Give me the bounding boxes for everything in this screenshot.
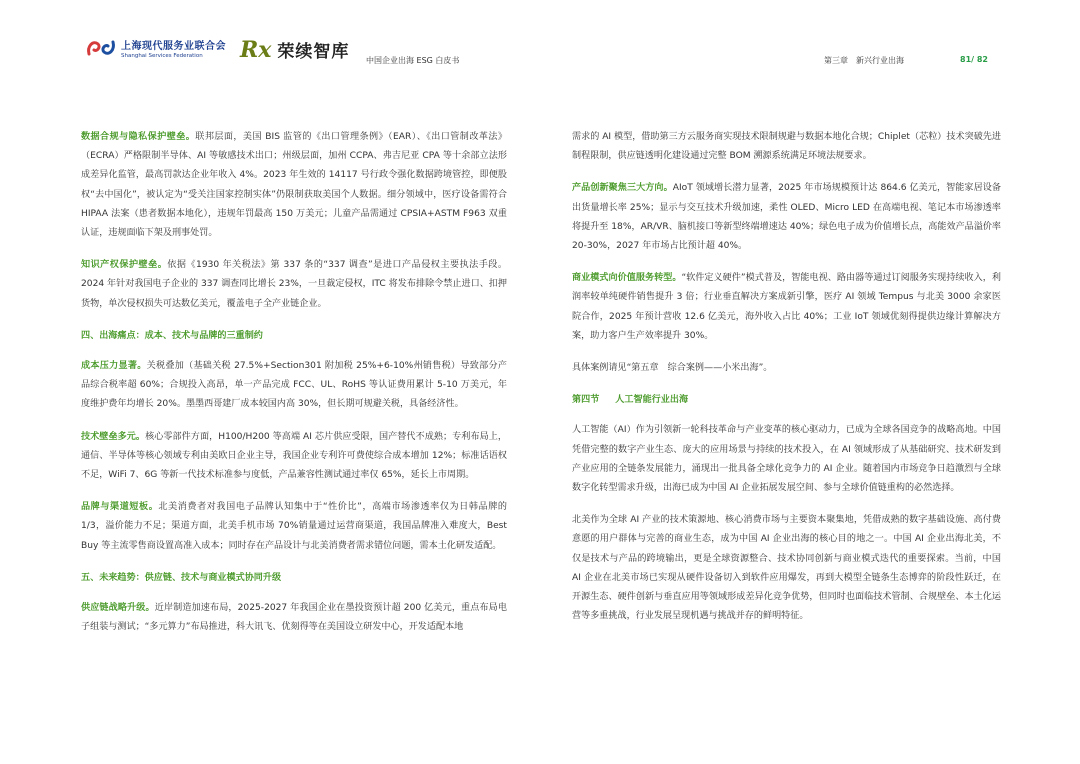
org-name-cn: 上海现代服务业联合会: [121, 41, 226, 52]
paragraph: [572, 511, 1001, 626]
section-name: 人工智能行业出海: [615, 395, 689, 406]
paragraph: [572, 269, 1001, 346]
paragraph: [572, 128, 1001, 166]
paragraph: [81, 357, 507, 415]
paragraph-lead: 知识产权保护壁垒。: [81, 260, 168, 271]
page-header: [0, 0, 1080, 90]
paragraph-body: 人工智能（AI）作为引领新一轮科技革命与产业变革的核心驱动力，已成为全球各国竞争的战略高地。中国凭借完整的数字产业生态、庞大的应用场景与持续的技术投入，在 AI 领域形成了从基础研究、技术研发到产业应用的全链条发展能力，涌现出一批具备全球化竞争力的 AI 企业。随着国内市场竞争日趋激烈与全球数字化转型需求升级，出海已成为中国 AI 企业拓展发展空间、参与全球价值链重构的必然选择。: [572, 425, 1001, 494]
paragraph: [572, 421, 1001, 498]
paragraph-body: 近岸制造加速布局，2025-2027 年我国企业在墨投资预计超 200 亿美元，重点布局电子组装与测试；“多元算力”布局推进，科大讯飞、优刻得等在美国设立研发中心，开发适配本地: [81, 603, 507, 633]
section-number: 第四节: [572, 395, 600, 406]
right-column: [572, 128, 1001, 639]
paragraph-lead: 技术壁垒多元。: [81, 431, 146, 442]
left-column: [81, 128, 507, 650]
paragraph-body: 依据《1930 年关税法》第 337 条的“337 调查”是进口产品侵权主要执法手段。2024 年针对我国电子企业的 337 调查同比增长 23%，一旦裁定侵权，ITC 将发布排除令禁止进口、扣押货物，单次侵权损失可达数亿美元，覆盖电子全产业链企业。: [81, 260, 507, 309]
paragraph: [81, 256, 507, 314]
paragraph-body: 北美消费者对我国电子品牌认知集中于“性价比”，高端市场渗透率仅为日韩品牌的 1/3，溢价能力不足；渠道方面，北美手机市场 70%销量通过运营商渠道，我国品牌准入难度大，Best Buy 等主流零售商设置高准入成本；同时存在产品设计与北美消费者需求错位问题，需本土化研发适配。: [81, 502, 507, 551]
section-heading: 四、出海痛点：成本、技术与品牌的三重制约: [81, 330, 263, 341]
chapter-title: 第三章 新兴行业出海: [824, 56, 904, 65]
paragraph-body: AIoT 领域增长潜力显著，2025 年市场规模预计达 864.6 亿美元，智能家居设备出货量增长率 25%；显示与交互技术升级加速，柔性 OLED、Micro LED 在高端电视、笔记本市场渗透率将提升至 18%，AR/VR、脑机接口等新型终端增速达 40%；绿色电子成为价值增长点，高能效产品溢价率 20-30%，2027 年市场占比预计超 40%。: [572, 183, 1002, 252]
paragraph-body: 关税叠加（基础关税 27.5%+Section301 附加税 25%+6-10%州销售税）导致部分产品综合税率超 60%；合规投入高昂，单一产品完成 FCC、UL、RoHS 等认证费用累计 5-10 万美元，年度维护费年均增长 20%。墨墨西哥建厂成本较国内高 30%，但长期可规避关税，具备经济性。: [81, 361, 507, 410]
paragraph: [81, 498, 507, 556]
paragraph-lead: 商业模式向价值服务转型。: [572, 273, 682, 284]
page-number: 81/ 82: [960, 55, 988, 64]
paragraph-body: 核心零部件方面，H100/H200 等高端 AI 芯片供应受限，国产替代不成熟；专利布局上，通信、半导体等核心领域专利由美欧日企业主导，我国企业专利许可费使综合成本增加 12%；标准话语权不足，WiFi 7、6G 等新一代技术标准参与度低，产品兼容性测试通过率仅 65%，延长上市周期。: [81, 431, 507, 481]
section-heading: 五、未来趋势：供应链、技术与商业模式协同升级: [81, 572, 282, 583]
paragraph-lead: 供应链战略升级。: [81, 603, 155, 614]
paragraph-body: 北美作为全球 AI 产业的技术策源地、核心消费市场与主要资本聚集地，凭借成熟的数字基础设施、高付费意愿的用户群体与完善的商业生态，成为中国 AI 企业出海的核心目的地之一。中国 AI 企业出海北美，不仅是技术与产品的跨境输出，更是全球资源整合、技术协同创新与商业模式迭代的重要探索。当前，中国 AI 企业在北美市场已实现从硬件设备切入到软件应用爆发，再到大模型全链条生态博弈的阶段性跃迁，在开源生态、硬件创新与垂直应用等领域形成差异化竞争优势，但同时也面临技术管制、合规壁垒、本土化运营等多重挑战，行业发展呈现机遇与挑战并存的鲜明特征。: [572, 515, 1001, 622]
paragraph-body: 需求的 AI 模型，借助第三方云服务商实现技术限制规避与数据本地化合规；Chiplet（芯粒）技术突破先进制程限制，供应链透明化建设通过完整 BOM 溯源系统满足环境法规要求。: [572, 132, 1001, 162]
paragraph-body: “软件定义硬件”模式普及，智能电视、路由器等通过订阅服务实现持续收入，利润率较单纯硬件销售提升 3 倍；行业垂直解决方案成新引擎，医疗 AI 领域 Tempus 与北美 3000 余家医院合作，2025 年预计营收 12.6 亿美元，海外收入占比 40%；工业 IoT 领域优刻得提供边缘计算解决方案，助力客户生产效率提升 30%。: [572, 273, 1001, 341]
paragraph: [81, 428, 507, 486]
ssf-logo-icon: [85, 36, 117, 60]
paragraph-body: 联邦层面，美国 BIS 监管的《出口管理条例》（EAR）、《出口管制改革法》（ECRA）严格限制半导体、AI 等敏感技术出口；州级层面，加州 CCPA、弗吉尼亚 CPA 等十余部立法形成差异化监管，最高罚款达企业年收入 4%。2023 年生效的 14117 号行政令强化数据跨境管控，即便股权“去中国化”，被认定为“受关注国家控制实体”仍限制获取美国个人数据。细分领域中，医疗设备需符合 HIPAA 法案（患者数据本地化），违规年罚最高 150 万美元；儿童产品需通过 CPSIA+ASTM F963 双重认证，违规面临下架及刑事处罚。: [81, 132, 507, 239]
paragraph: [572, 179, 1001, 256]
paragraph-lead: 产品创新聚焦三大方向。: [572, 183, 673, 194]
section-title: [572, 391, 1001, 410]
brand-name: 荣续智库: [277, 42, 350, 62]
paragraph-lead: 成本压力显著。: [81, 361, 147, 372]
document-title: 中国企业出海 ESG 白皮书: [366, 56, 460, 65]
ssf-logo: [85, 36, 226, 60]
org-name-en: Shanghai Services Federation: [121, 53, 203, 59]
paragraph: [81, 599, 507, 637]
brand-logo: [240, 37, 349, 62]
paragraph: [572, 359, 1001, 378]
paragraph: [81, 128, 507, 243]
paragraph-body: 具体案例请见“第五章 综合案例——小米出海”。: [572, 363, 773, 374]
paragraph-lead: 品牌与渠道短板。: [81, 502, 159, 513]
brand-mark: Rx: [240, 36, 272, 63]
paragraph-lead: 数据合规与隐私保护壁垒。: [81, 132, 196, 142]
